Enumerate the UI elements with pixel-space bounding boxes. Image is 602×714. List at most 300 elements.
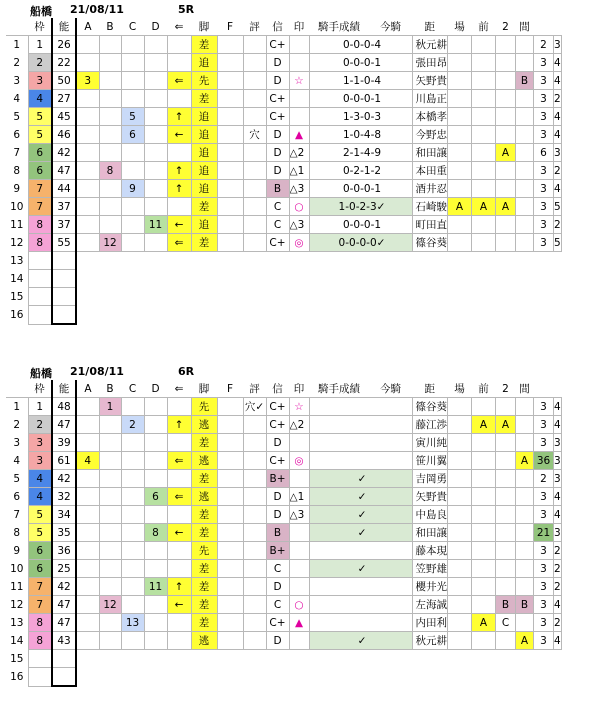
empty-filler (76, 650, 554, 668)
d-cell (144, 452, 167, 470)
interval-1-cell: 3 (534, 596, 554, 614)
ashi-cell: 追 (191, 144, 217, 162)
hyo-cell (243, 614, 266, 632)
arrow-cell: ⇐ (167, 234, 191, 252)
column-header: 前 (472, 380, 496, 398)
row-number: 12 (10, 236, 24, 249)
shin-cell: C+ (266, 108, 289, 126)
konki-cell: 本田重 (412, 162, 448, 180)
kiseki-cell: 1-0-2-3✓ (309, 198, 412, 216)
kyori-cell (448, 216, 472, 234)
column-header: B (99, 380, 121, 398)
hyo-cell (243, 524, 266, 542)
shin-cell: D (266, 632, 289, 650)
waku-cell (28, 668, 52, 687)
interval-1-cell: 3 (534, 90, 554, 108)
shirushi-cell: △1 (289, 162, 309, 180)
interval-2-cell: 4 (554, 488, 562, 506)
ba-cell (472, 596, 496, 614)
column-header (534, 18, 554, 36)
kiseki-cell: 0-0-0-1 (309, 90, 412, 108)
b-cell: 1 (99, 398, 121, 416)
column-header: 信 (266, 18, 289, 36)
two-cell (516, 90, 534, 108)
d-cell (144, 162, 167, 180)
hyo-cell (243, 180, 266, 198)
interval-1-cell: 3 (534, 614, 554, 632)
konki-cell: 和田譲 (412, 144, 448, 162)
waku-cell (28, 270, 52, 288)
interval-1-cell: 3 (534, 632, 554, 650)
konki-cell: 櫻井光 (412, 578, 448, 596)
table-row (6, 398, 561, 416)
shirushi-cell (289, 36, 309, 54)
c-cell (121, 452, 144, 470)
waku-cell: 2 (28, 416, 52, 434)
kiseki-cell: 2-1-4-9 (309, 144, 412, 162)
row-number: 9 (13, 182, 21, 195)
d-cell (144, 126, 167, 144)
row-number: 6 (13, 490, 21, 503)
arrow-cell (167, 614, 191, 632)
interval-1-cell: 3 (534, 126, 554, 144)
arrow-cell (167, 470, 191, 488)
c-cell (121, 560, 144, 578)
empty-filler (76, 270, 554, 288)
nou-cell: 47 (52, 162, 76, 180)
d-cell (144, 54, 167, 72)
entry-table (6, 380, 562, 687)
ba-cell: A (472, 198, 496, 216)
waku-cell: 4 (28, 90, 52, 108)
kyori-cell (448, 470, 472, 488)
two-cell: B (516, 596, 534, 614)
arrow-cell (167, 90, 191, 108)
mae-cell (496, 234, 516, 252)
two-cell (516, 470, 534, 488)
shirushi-cell: △3 (289, 506, 309, 524)
d-cell (144, 416, 167, 434)
a-cell (76, 578, 99, 596)
column-header: 今騎 (369, 18, 412, 36)
nou-cell: 44 (52, 180, 76, 198)
column-header: 脚 (191, 18, 217, 36)
interval-2-cell: 4 (554, 72, 562, 90)
row-number: 4 (13, 454, 21, 467)
ba-cell (472, 452, 496, 470)
interval-2-cell: 4 (554, 54, 562, 72)
interval-1-cell: 3 (534, 434, 554, 452)
kiseki-cell: 1-3-0-3 (309, 108, 412, 126)
mae-cell (496, 90, 516, 108)
b-cell (99, 72, 121, 90)
mae-cell (496, 632, 516, 650)
shin-cell: D (266, 162, 289, 180)
c-cell: 5 (121, 108, 144, 126)
empty-filler (76, 288, 554, 306)
arrow-cell: ↑ (167, 416, 191, 434)
column-header: ⇐ (167, 380, 191, 398)
a-cell (76, 632, 99, 650)
table-row (6, 180, 561, 198)
d-cell (144, 36, 167, 54)
ashi-cell: 差 (191, 470, 217, 488)
shin-cell: C (266, 596, 289, 614)
d-cell: 8 (144, 524, 167, 542)
b-cell (99, 632, 121, 650)
kiseki-cell (309, 434, 412, 452)
nou-cell: 46 (52, 126, 76, 144)
b-cell (99, 216, 121, 234)
two-cell (516, 162, 534, 180)
arrow-cell: ↑ (167, 108, 191, 126)
konki-cell: 本橋孝 (412, 108, 448, 126)
d-cell: 11 (144, 578, 167, 596)
interval-1-cell: 3 (534, 560, 554, 578)
shirushi-cell (289, 542, 309, 560)
c-cell (121, 578, 144, 596)
ba-cell (472, 524, 496, 542)
ba-cell (472, 560, 496, 578)
b-cell: 12 (99, 596, 121, 614)
shirushi-cell: ○ (289, 596, 309, 614)
shin-cell: D (266, 488, 289, 506)
d-cell (144, 614, 167, 632)
arrow-cell (167, 198, 191, 216)
arrow-cell: ⇐ (167, 488, 191, 506)
f-cell (217, 54, 243, 72)
interval-2-cell: 2 (554, 560, 562, 578)
ba-cell (472, 180, 496, 198)
f-cell (217, 578, 243, 596)
table-row (6, 596, 561, 614)
ashi-cell: 追 (191, 108, 217, 126)
b-cell (99, 126, 121, 144)
konki-cell: 中島良 (412, 506, 448, 524)
interval-1-cell: 3 (534, 198, 554, 216)
waku-cell: 8 (28, 632, 52, 650)
waku-cell: 5 (28, 108, 52, 126)
konki-cell: 藤江渉 (412, 416, 448, 434)
d-cell (144, 632, 167, 650)
nou-cell: 37 (52, 216, 76, 234)
ba-cell (472, 216, 496, 234)
kiseki-cell (309, 416, 412, 434)
interval-1-cell: 3 (534, 578, 554, 596)
interval-1-cell: 3 (534, 542, 554, 560)
column-header (6, 18, 28, 36)
table-row (6, 524, 561, 542)
column-header: 今騎 (369, 380, 412, 398)
hyo-cell (243, 542, 266, 560)
kiseki-cell: ✓ (309, 560, 412, 578)
ba-cell (472, 162, 496, 180)
waku-cell: 6 (28, 542, 52, 560)
two-cell: A (516, 452, 534, 470)
kiseki-cell (309, 596, 412, 614)
b-cell: 12 (99, 234, 121, 252)
row-number: 15 (10, 290, 24, 303)
nou-cell: 61 (52, 452, 76, 470)
shirushi-cell: ☆ (289, 72, 309, 90)
table-row (6, 108, 561, 126)
column-header: 場 (448, 380, 472, 398)
two-cell (516, 506, 534, 524)
c-cell (121, 234, 144, 252)
ashi-cell: 差 (191, 578, 217, 596)
d-cell (144, 234, 167, 252)
two-cell (516, 108, 534, 126)
two-cell (516, 126, 534, 144)
row-number: 15 (10, 652, 24, 665)
ba-cell: A (472, 614, 496, 632)
a-cell (76, 108, 99, 126)
mae-cell (496, 36, 516, 54)
table-row (6, 488, 561, 506)
a-cell (76, 198, 99, 216)
konki-cell: 寅川純 (412, 434, 448, 452)
a-cell (76, 180, 99, 198)
arrow-cell: ↑ (167, 180, 191, 198)
interval-2-cell: 5 (554, 234, 562, 252)
konki-cell: 町田直 (412, 216, 448, 234)
mae-cell: A (496, 416, 516, 434)
kyori-cell (448, 54, 472, 72)
hyo-cell (243, 434, 266, 452)
shin-cell: B+ (266, 542, 289, 560)
d-cell (144, 398, 167, 416)
column-header: 場 (448, 18, 472, 36)
kiseki-cell (309, 542, 412, 560)
arrow-cell: ← (167, 596, 191, 614)
f-cell (217, 126, 243, 144)
waku-cell: 7 (28, 198, 52, 216)
hyo-cell (243, 506, 266, 524)
d-cell (144, 434, 167, 452)
shin-cell: C+ (266, 234, 289, 252)
waku-cell: 4 (28, 488, 52, 506)
mae-cell (496, 126, 516, 144)
hyo-cell (243, 198, 266, 216)
arrow-cell (167, 398, 191, 416)
row-number: 11 (10, 218, 24, 231)
ashi-cell: 差 (191, 434, 217, 452)
row-number: 8 (13, 164, 21, 177)
table-row (6, 416, 561, 434)
two-cell (516, 180, 534, 198)
c-cell: 6 (121, 126, 144, 144)
ashi-cell: 差 (191, 36, 217, 54)
interval-1-cell: 3 (534, 506, 554, 524)
row-number: 16 (10, 670, 24, 683)
ashi-cell: 先 (191, 542, 217, 560)
f-cell (217, 234, 243, 252)
c-cell (121, 90, 144, 108)
konki-cell: 石崎駿 (412, 198, 448, 216)
d-cell (144, 198, 167, 216)
waku-cell: 5 (28, 524, 52, 542)
nou-cell (52, 288, 76, 306)
waku-cell: 5 (28, 506, 52, 524)
kyori-cell (448, 36, 472, 54)
shirushi-cell (289, 434, 309, 452)
konki-cell: 秋元耕 (412, 632, 448, 650)
waku-cell: 8 (28, 234, 52, 252)
table-row (6, 72, 561, 90)
b-cell (99, 90, 121, 108)
two-cell (516, 488, 534, 506)
f-cell (217, 398, 243, 416)
ashi-cell: 差 (191, 614, 217, 632)
f-cell (217, 198, 243, 216)
table-row (6, 578, 561, 596)
mae-cell (496, 72, 516, 90)
column-header: 枠 (28, 18, 52, 36)
shirushi-cell (289, 470, 309, 488)
b-cell (99, 488, 121, 506)
kiseki-cell: 0-0-0-1 (309, 180, 412, 198)
hyo-cell (243, 216, 266, 234)
a-cell (76, 398, 99, 416)
kyori-cell (448, 632, 472, 650)
a-cell (76, 596, 99, 614)
column-header-row (6, 380, 561, 398)
b-cell (99, 542, 121, 560)
race-number: 6R (178, 365, 195, 378)
mae-cell (496, 398, 516, 416)
kyori-cell (448, 524, 472, 542)
c-cell (121, 216, 144, 234)
b-cell (99, 36, 121, 54)
empty-filler (76, 668, 554, 687)
a-cell (76, 614, 99, 632)
a-cell (76, 524, 99, 542)
shirushi-cell (289, 54, 309, 72)
shin-cell: C+ (266, 416, 289, 434)
ashi-cell: 追 (191, 162, 217, 180)
shirushi-cell: ○ (289, 198, 309, 216)
interval-1-cell: 2 (534, 36, 554, 54)
kyori-cell (448, 90, 472, 108)
waku-cell (28, 306, 52, 325)
arrow-cell (167, 54, 191, 72)
column-header: 2 (496, 380, 516, 398)
konki-cell: 今野忠 (412, 126, 448, 144)
two-cell (516, 398, 534, 416)
row-number: 16 (10, 308, 24, 321)
d-cell (144, 506, 167, 524)
table-row (6, 36, 561, 54)
konki-cell: 左海誠 (412, 596, 448, 614)
two-cell (516, 578, 534, 596)
a-cell (76, 234, 99, 252)
hyo-cell (243, 488, 266, 506)
column-header: 距 (412, 380, 448, 398)
shirushi-cell: △1 (289, 488, 309, 506)
b-cell (99, 470, 121, 488)
kyori-cell (448, 488, 472, 506)
row-number: 12 (10, 598, 24, 611)
ashi-cell: 追 (191, 216, 217, 234)
waku-cell: 5 (28, 126, 52, 144)
interval-2-cell: 4 (554, 398, 562, 416)
shin-cell: B (266, 524, 289, 542)
column-header: A (76, 18, 99, 36)
arrow-cell (167, 560, 191, 578)
empty-filler (76, 252, 554, 270)
f-cell (217, 144, 243, 162)
empty-row (6, 270, 561, 288)
c-cell (121, 542, 144, 560)
table-row (6, 452, 561, 470)
f-cell (217, 162, 243, 180)
table-row (6, 216, 561, 234)
race-number: 5R (178, 3, 195, 16)
ba-cell (472, 506, 496, 524)
row-number: 5 (13, 110, 21, 123)
b-cell (99, 506, 121, 524)
d-cell (144, 108, 167, 126)
shirushi-cell (289, 560, 309, 578)
interval-1-cell: 3 (534, 108, 554, 126)
arrow-cell: ↑ (167, 162, 191, 180)
f-cell (217, 434, 243, 452)
race-date: 21/08/11 (70, 365, 124, 378)
hyo-cell (243, 90, 266, 108)
column-header: D (144, 380, 167, 398)
column-header-row (6, 18, 561, 36)
f-cell (217, 542, 243, 560)
empty-row (6, 288, 561, 306)
interval-1-cell: 3 (534, 162, 554, 180)
kyori-cell (448, 542, 472, 560)
shirushi-cell: ☆ (289, 398, 309, 416)
b-cell (99, 434, 121, 452)
kiseki-cell: 1-0-4-8 (309, 126, 412, 144)
nou-cell: 48 (52, 398, 76, 416)
interval-2-cell: 2 (554, 216, 562, 234)
b-cell (99, 560, 121, 578)
hyo-cell (243, 596, 266, 614)
mae-cell (496, 542, 516, 560)
konki-cell: 篠谷葵 (412, 398, 448, 416)
shin-cell: C+ (266, 398, 289, 416)
interval-2-cell: 4 (554, 108, 562, 126)
kyori-cell (448, 560, 472, 578)
c-cell (121, 596, 144, 614)
f-cell (217, 452, 243, 470)
ba-cell (472, 36, 496, 54)
f-cell (217, 632, 243, 650)
kyori-cell: A (448, 198, 472, 216)
shirushi-cell: ◎ (289, 234, 309, 252)
c-cell (121, 162, 144, 180)
c-cell (121, 198, 144, 216)
d-cell: 11 (144, 216, 167, 234)
column-header: 枠 (28, 380, 52, 398)
interval-2-cell: 2 (554, 542, 562, 560)
column-header: D (144, 18, 167, 36)
f-cell (217, 72, 243, 90)
c-cell (121, 632, 144, 650)
c-cell (121, 434, 144, 452)
two-cell: A (516, 632, 534, 650)
two-cell (516, 198, 534, 216)
column-header: C (121, 18, 144, 36)
ashi-cell: 差 (191, 506, 217, 524)
column-header: 能 (52, 380, 76, 398)
row-number: 10 (10, 562, 24, 575)
